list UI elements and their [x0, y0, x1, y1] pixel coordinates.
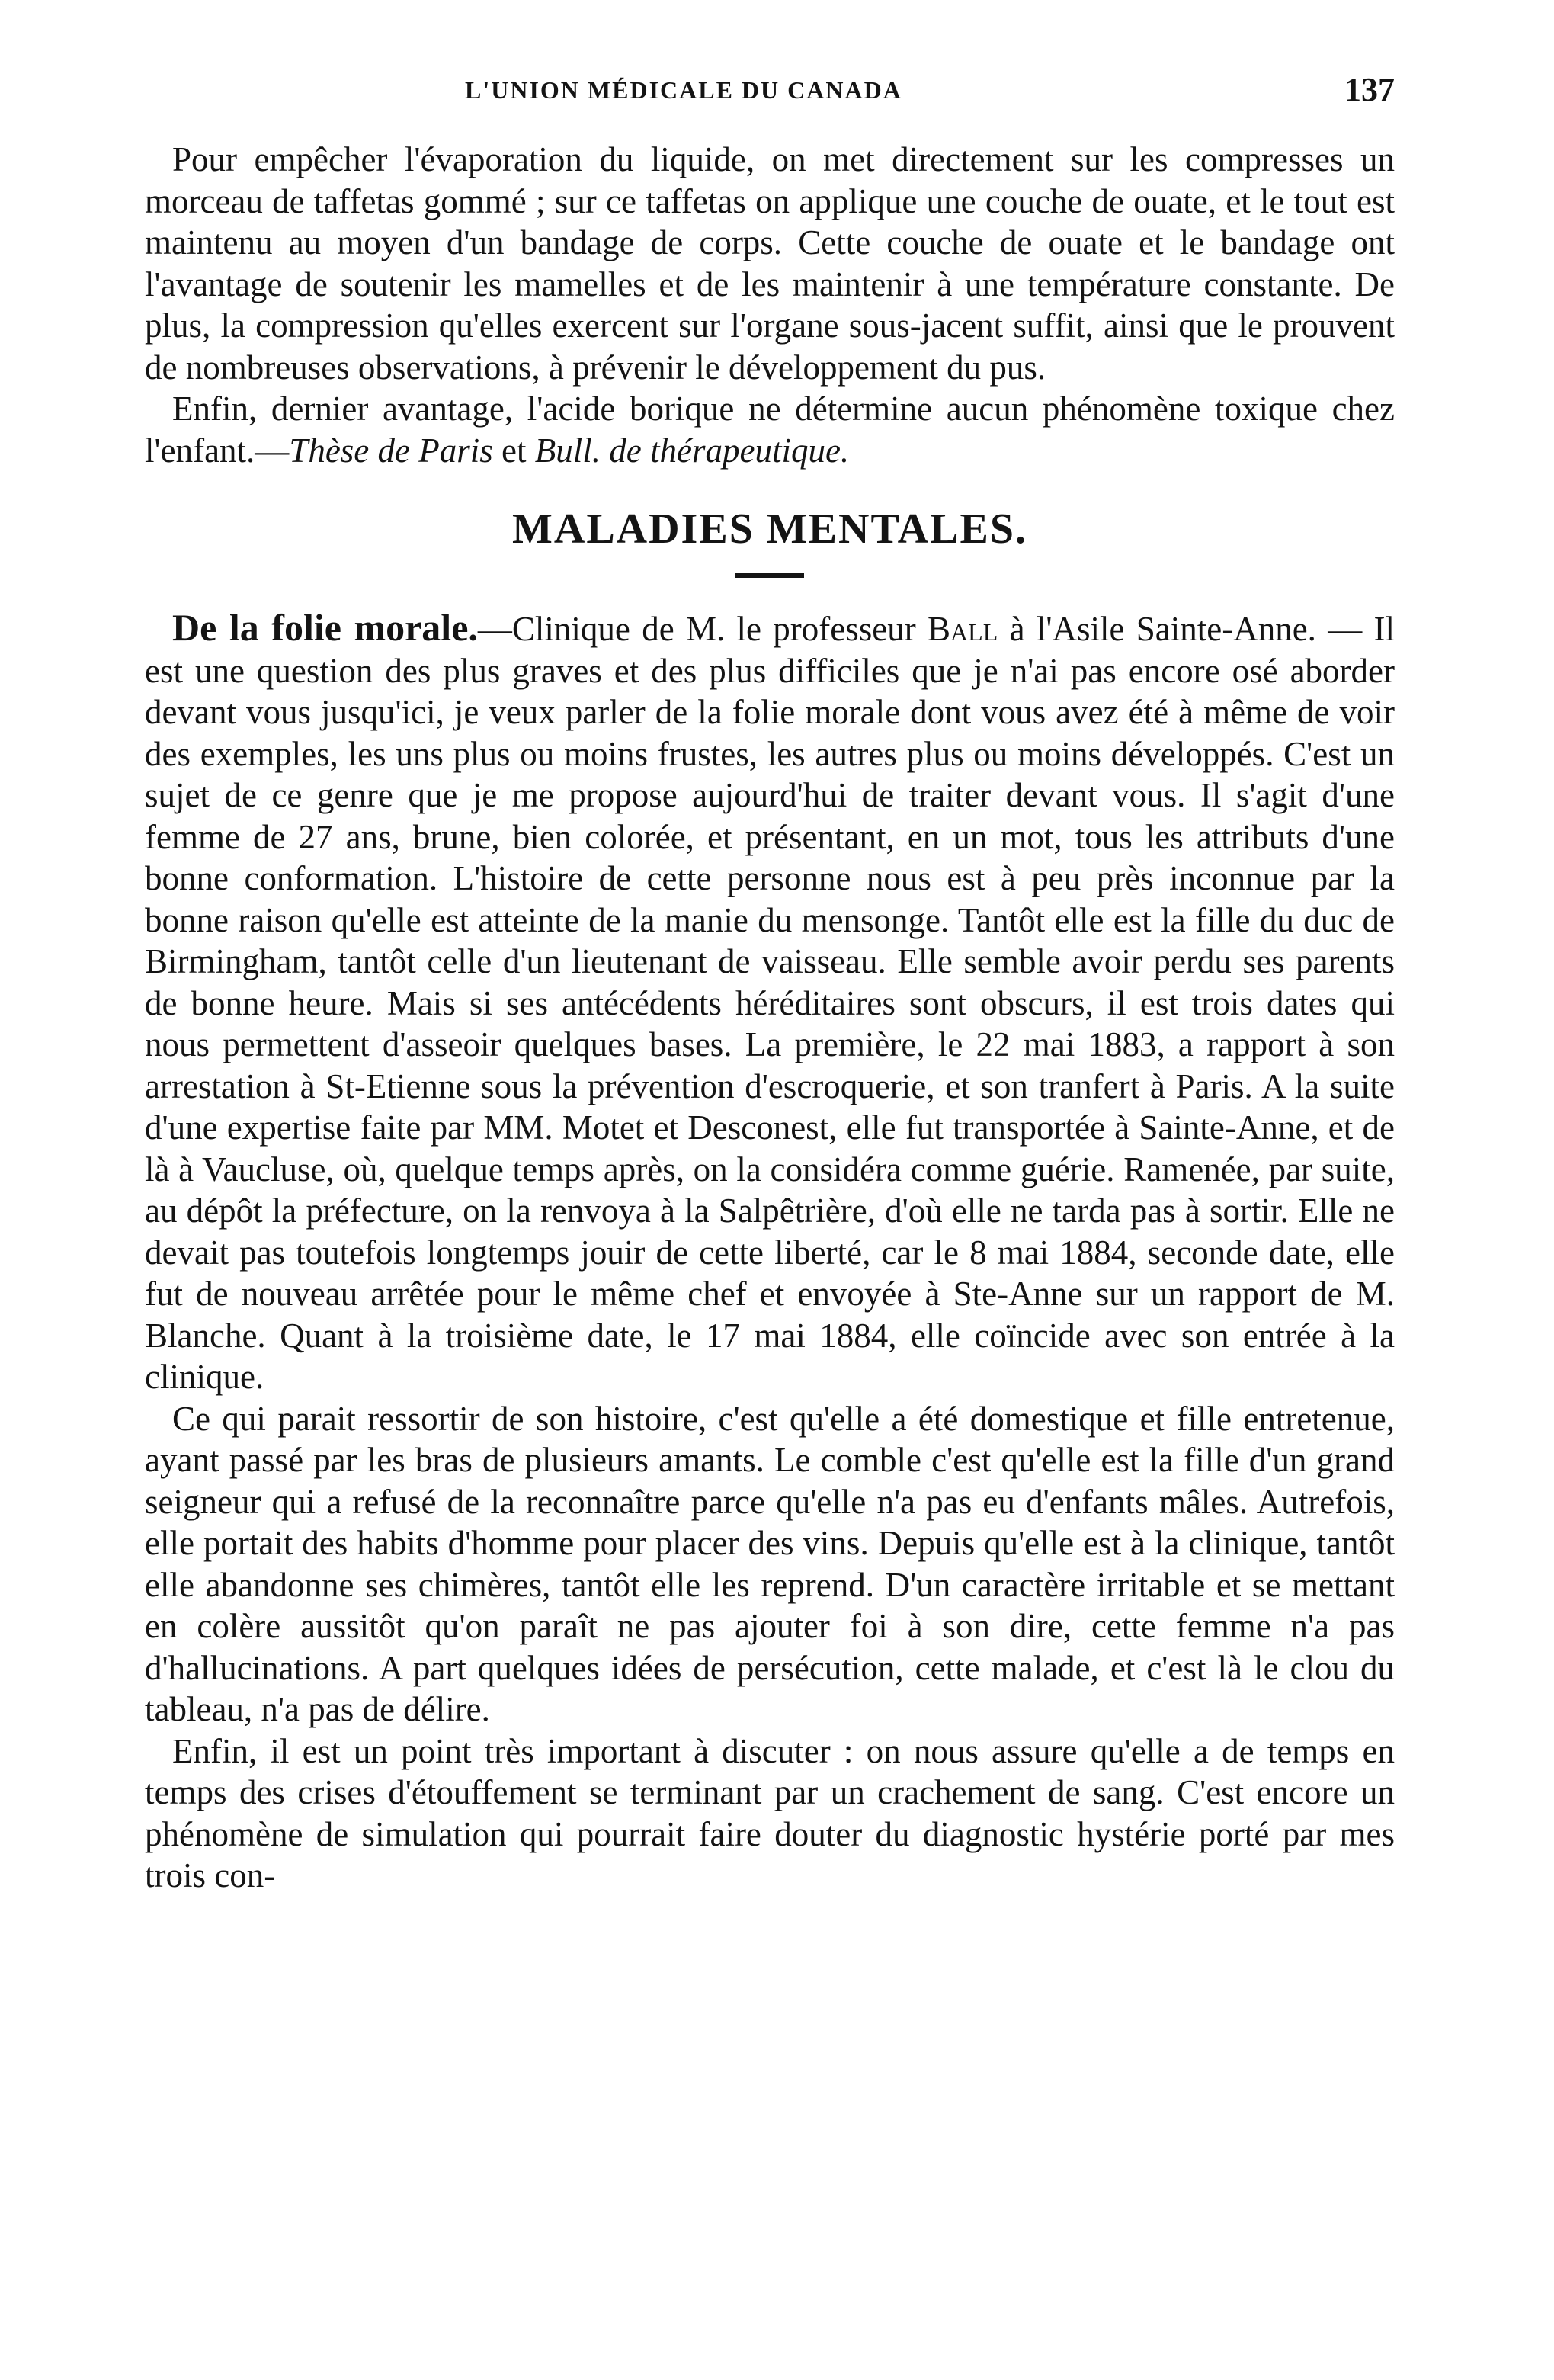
paragraph-folie-morale [145, 607, 1395, 1398]
paragraph-evaporation [145, 139, 1395, 388]
paragraph-boric-acid-text: Enfin, dernier avantage, l'acide borique ne détermine aucun phénomène toxique chez l'enfant.— [145, 390, 1395, 470]
paragraph-evaporation-text: Pour empêcher l'évaporation du liquide, on met directement sur les compresses un morceau de taffetas gommé ; sur ce taffetas on applique une couche de ouate, et le tout est maintenu au moyen d'un bandage de corps. Cette couche de ouate et le bandage ont l'avantage de soutenir les mamelles et de les maintenir à une température constante. De plus, la compression qu'elles exercent sur l'organe sous-jacent suffit, ainsi que le prouvent de nombreuses observations, à prévenir le développement du pus. [145, 140, 1395, 387]
running-head [145, 61, 1395, 117]
section-title: MALADIES MENTALES. [512, 505, 1027, 553]
paragraph-history-text: Ce qui parait ressortir de son histoire, c'est qu'elle a été domestique et fille entretenue, ayant passé par les bras de plusieurs amants. Le comble c'est qu'elle est la fille d'un grand seigneur qui a refusé de la reconnaître parce qu'elle n'a pas eu d'enfants mâles. Autrefois, elle portait des habits d'homme pour placer des vins. Depuis qu'elle est à la clinique, tantôt elle abandonne ses chimères, tantôt elle les reprend. D'un caractère irritable et se mettant en colère aussitôt qu'on paraît ne pas ajouter foi à son dire, cette femme n'a pas d'hallucinations. A part quelques idées de persécution, cette malade, et c'est là le clou du tableau, n'a pas de délire. [145, 1399, 1395, 1728]
running-title: L'UNION MÉDICALE DU CANADA [465, 76, 902, 104]
paragraph-crises [145, 1730, 1395, 1897]
paragraph-folie-morale-text: à l'Asile Sainte-Anne. — Il est une question des plus graves et des plus difficiles que je n'ai pas encore osé aborder devant vous jusqu'ici, je veux parler de la folie morale dont vous avez été à même de voir des exemples, les uns plus ou moins frustes, les autres plus ou moins développés. C'est un sujet de ce genre que je me propose aujourd'hui de traiter devant vous. Il s'agit d'une femme de 27 ans, brune, bien colorée, et présentant, en un mot, tous les attributs d'une bonne conformation. L'histoire de cette personne nous est à peu près inconnue par la bonne raison qu'elle est atteinte de la manie du mensonge. Tantôt elle est la fille du duc de Birmingham, tantôt celle d'un lieutenant de vaisseau. Elle semble avoir perdu ses parents de bonne heure. Mais si ses antécédents héréditaires sont obscurs, il est trois dates qui nous permettent d'asseoir quelques bases. La première, le 22 mai 1883, a rapport à son arrestation à St-Etienne sous la prévention d'escroquerie, et son tranfert à Paris. A la suite d'une expertise faite par MM. Motet et Desconest, elle fut transportée à Sainte-Anne, et de là à Vaucluse, où, quelque temps après, on la considéra comme guérie. Ramenée, par suite, au dépôt la préfecture, on la renvoya à la Salpêtrière, d'où elle ne tarda pas à sortir. Elle ne devait pas toutefois longtemps jouir de cette liberté, car le 8 mai 1884, seconde date, elle fut de nouveau arrêtée pour le même chef et envoyée à Ste-Anne sur un rapport de M. Blanche. Quant à la troisième date, le 17 mai 1884, elle coïncide avec son entrée à la clinique. [145, 610, 1395, 1396]
paragraph-boric-acid [145, 388, 1395, 471]
paragraph-folie-morale-intro: —Clinique de M. le professeur [477, 610, 928, 648]
paragraph-crises-text: Enfin, il est un point très important à discuter : on nous assure qu'elle a de temps en temps des crises d'étouffement se terminant par un crachement de sang. C'est encore un phénomène de simulation qui pourrait faire douter du diagnostic hystérie porté par mes trois con- [145, 1731, 1395, 1894]
paragraph-history [145, 1398, 1395, 1730]
professor-name: Ball [928, 610, 998, 648]
article-title: De la folie morale. [172, 606, 478, 649]
source-these-de-paris: Thèse de Paris [289, 431, 493, 470]
section-rule [735, 573, 804, 578]
page [145, 61, 1395, 1897]
source-joiner: et [492, 431, 535, 470]
source-bulletin-therapeutique: Bull. de thérapeutique. [534, 431, 850, 470]
page-number: 137 [1344, 71, 1395, 108]
